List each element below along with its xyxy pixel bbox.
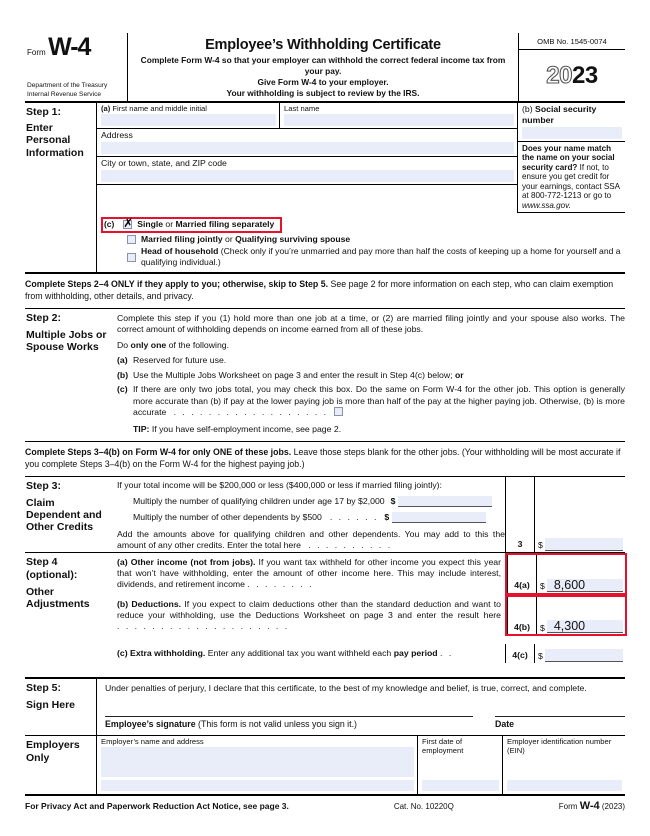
step2-intro: Complete this step if you (1) hold more than one job at a time, or (2) are married filing jointly and your spouse also works. The correct amount of withholding depends on income earned from all of these jobs. [117, 313, 625, 335]
step4b-highlight: 4(b) $ 4,300 [505, 595, 627, 637]
step4-section [25, 553, 625, 680]
qualifying-children-input[interactable] [398, 496, 492, 507]
step3-intro: If your total income will be $200,000 or less ($400,000 or less if married filing jointly): [117, 480, 442, 491]
step3-total-text: Add the amounts above for qualifying children and other dependents. You may add to this the amount of any other credits. Enter the total here . . . . . . . . . . [117, 528, 505, 551]
step1-section [25, 103, 625, 275]
checkbox-x-mark: ✗ [123, 215, 134, 230]
dept-line1: Department of the Treasury [27, 82, 108, 90]
step3-children-line: Multiply the number of qualifying children under age 17 by $2,000 $ [133, 496, 505, 507]
step3-label-col [25, 477, 117, 552]
step2-item-a: (a) Reserved for future use. [117, 354, 227, 365]
ein-input[interactable] [507, 780, 622, 791]
year-solid: 23 [572, 61, 598, 89]
step1-sublabel: Enter Personal Information [26, 122, 84, 159]
ssn-input[interactable] [522, 127, 622, 139]
subtitle-line2: Give Form W-4 to your employer. [257, 76, 389, 87]
form-header [25, 33, 625, 103]
city-input[interactable] [101, 170, 514, 182]
subtitle-line1: Complete Form W-4 so that your employer can withhold the correct federal income tax from your pay. [140, 55, 506, 77]
step3-row-number-col [505, 477, 535, 552]
form-footer [25, 800, 625, 814]
step4-label: Step 4 (optional): [26, 555, 78, 581]
other-dependents-input[interactable] [392, 512, 486, 523]
step3-section [25, 477, 625, 553]
filing-hoh-checkbox[interactable] [127, 253, 136, 262]
step4b-row-number: 4(b) [514, 621, 530, 632]
step4a-highlight: 4(a) $ 8,600 [505, 553, 627, 595]
ssa-note: Does your name match the name on your social security card? If not, to ensure you get credit for your earnings, contact SSA at 800-772-1213 or go to www.ssa.gov. [518, 142, 625, 214]
steps-3-4b-notice: Complete Steps 3–4(b) on Form W-4 for only ONE of these jobs. Leave those steps blank for the other jobs. (Your withholding will be most accurate if you complete Steps 3–4(b) on the Form W-4 for the highest paying job.) [25, 442, 625, 477]
filing-single-checkbox[interactable] [123, 215, 134, 230]
first-name-label: First name and middle initial [112, 103, 207, 113]
ssn-label: Social security number [522, 103, 597, 125]
employer-name-label: Employer’s name and address [101, 737, 204, 747]
catalog-number: Cat. No. 10220Q [393, 802, 454, 812]
subtitle-line3: Your withholding is subject to review by the IRS. [226, 87, 420, 98]
step1-label: Step 1: [26, 105, 62, 118]
step2-item-c: (c) If there are only two jobs total, you may check this box. Do the same on Form W-4 for the other job. This option is generally more accurate than (b) if pay at the lower paying job is more than half of the pay at the higher paying job. Otherwise, (b) is more accurate . . . . . . . . . . . . . . . . . . [117, 384, 625, 418]
filing-option-hoh-label: Head of household (Check only if you’re unmarried and pay more than half the costs of keeping up a home for yourself and a qualifying individual.) [141, 246, 621, 268]
step1-label-col [25, 103, 97, 273]
employer-name-input[interactable] [101, 747, 414, 777]
year-badge [519, 50, 625, 100]
w4-form [25, 33, 625, 814]
first-date-input[interactable] [422, 780, 499, 791]
filing-option-single-label: Single or Married filing separately [137, 218, 275, 229]
step4a-text: (a) Other income (not from jobs). If you want tax withheld for other income you expect this year that won’t have withholding, enter the amount of other income here. This may include interest, dividends, and retirement income . . . . . . . . [117, 556, 501, 590]
step5-sublabel: Sign Here [26, 698, 76, 711]
step2-do-only-one: Do only one of the following. [117, 339, 230, 350]
year-outline: 20 [546, 61, 572, 89]
form-number: W-4 [48, 33, 91, 61]
filing-married-checkbox[interactable] [127, 235, 136, 244]
employer-address-input[interactable] [101, 780, 414, 791]
privacy-notice: For Privacy Act and Paperwork Reduction Act Notice, see page 3. [25, 801, 289, 812]
employers-label: Employers Only [26, 739, 80, 764]
step4a-row-number: 4(a) [514, 579, 530, 590]
form-title-block [127, 33, 519, 101]
step4c-text: (c) Extra withholding. Enter any additional tax you want withheld each pay period . . [117, 648, 454, 659]
step3-amount-col: $ [535, 477, 625, 552]
form-identity [25, 33, 127, 101]
step4c-row-number: 4(c) [512, 650, 528, 661]
step4-label-col [25, 553, 117, 664]
city-label: City or town, state, and ZIP code [101, 158, 227, 169]
omb-year-block [519, 33, 625, 101]
filing-option-married-label: Married filing jointly or Qualifying surviving spouse [141, 234, 351, 245]
employers-only-section [25, 736, 625, 796]
date-line[interactable]: Date [495, 716, 625, 730]
step5-label: Step 5: [26, 682, 62, 695]
ssn-prefix: (b) [522, 103, 533, 114]
step2-label-col [25, 309, 117, 435]
first-name-prefix: (a) [101, 103, 111, 113]
step3-row-number: 3 [517, 538, 523, 549]
dept-line2: Internal Revenue Service [27, 90, 102, 98]
step4c-row: (c) Extra withholding. Enter any additional tax you want withheld each pay period . . 4(c) $ [117, 644, 625, 663]
step2-section [25, 309, 625, 442]
employers-label-col [25, 736, 97, 794]
form-word: Form [27, 48, 46, 57]
address-label: Address [101, 130, 133, 141]
employee-signature-line[interactable]: Employee’s signature (This form is not valid unless you sign it.) [105, 716, 473, 730]
step3-dependents-line: Multiply the number of other dependents by $500 . . . . . . $ [133, 512, 505, 523]
step2-tip: TIP: If you have self-employment income, see page 2. [133, 424, 342, 435]
filing-prefix: (c) [104, 219, 115, 229]
step4b-deductions-input[interactable]: 4,300 [547, 620, 623, 633]
first-name-input[interactable] [101, 114, 276, 126]
page-title: Employee’s Withholding Certificate [205, 37, 441, 53]
first-date-label: First date of employment [422, 737, 464, 756]
step3-label: Step 3: [26, 480, 62, 493]
step4b-row [117, 595, 625, 637]
step5-section [25, 679, 625, 736]
ein-label: Employer identification number (EIN) [507, 737, 612, 756]
step4a-row [117, 553, 625, 595]
step2-label: Step 2: [26, 312, 62, 325]
step4c-extra-withholding-input[interactable] [545, 649, 623, 662]
omb-number: OMB No. 1545-0074 [519, 33, 625, 50]
step3-total-input[interactable] [545, 538, 623, 551]
step4-sublabel: Other Adjustments [26, 585, 90, 610]
address-input[interactable] [101, 142, 514, 154]
steps-2-4-notice: Complete Steps 2–4 ONLY if they apply to you; otherwise, skip to Step 5. See page 2 for more information on each step, who can claim exemption from withholding, other details, and privacy. [25, 274, 625, 309]
form-footer-id: Form W-4 (2023) [558, 800, 625, 813]
filing-option-single-highlight [101, 217, 282, 233]
last-name-input[interactable] [284, 114, 514, 126]
step4b-text: (b) Deductions. If you expect to claim deductions other than the standard deduction and want to reduce your withholding, use the Deductions Worksheet on page 3 and enter the result here . . . . . . . . . . . . . . . . . . . . [117, 598, 501, 632]
step2-two-jobs-checkbox[interactable] [334, 407, 343, 416]
step2-sublabel: Multiple Jobs or Spouse Works [26, 329, 107, 354]
ssa-link[interactable]: www.ssa.gov. [522, 200, 571, 210]
step4a-other-income-input[interactable]: 8,600 [547, 579, 623, 592]
filing-status-group [97, 213, 625, 272]
step2-item-b: (b) Use the Multiple Jobs Worksheet on page 3 and enter the result in Step 4(c) below; or [117, 369, 464, 380]
last-name-label: Last name [284, 103, 320, 113]
step5-label-col [25, 679, 97, 735]
step3-sublabel: Claim Dependent and Other Credits [26, 497, 102, 534]
perjury-declaration: Under penalties of perjury, I declare that this certificate, to the best of my knowledge and belief, is true, correct, and complete. [105, 683, 587, 694]
